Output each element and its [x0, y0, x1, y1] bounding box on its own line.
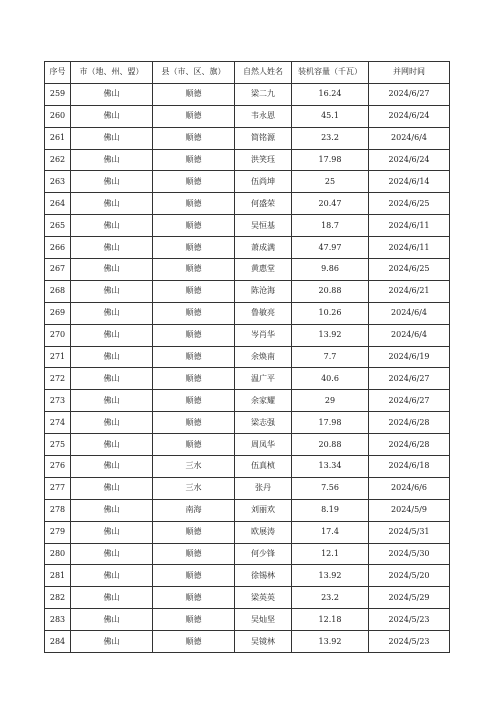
cell-capacity: 7.56: [292, 477, 369, 499]
cell-county: 顺德: [153, 609, 235, 631]
cell-grid-date: 2024/6/27: [369, 368, 450, 390]
cell-person-name: 梁英英: [235, 587, 292, 609]
cell-county: 顺德: [153, 368, 235, 390]
cell-person-name: 岑肖华: [235, 324, 292, 346]
cell-person-name: 韦永恩: [235, 105, 292, 127]
cell-capacity: 40.6: [292, 368, 369, 390]
cell-county: 顺德: [153, 105, 235, 127]
table-row: [45, 346, 450, 368]
cell-grid-date: 2024/6/28: [369, 434, 450, 456]
cell-person-name: 徐锡林: [235, 565, 292, 587]
cell-city: 佛山: [71, 631, 153, 653]
header-city: 市（地、州、盟）: [71, 62, 153, 84]
cell-city: 佛山: [71, 499, 153, 521]
header-seq: 序号: [45, 62, 71, 84]
cell-city: 佛山: [71, 302, 153, 324]
cell-grid-date: 2024/5/9: [369, 499, 450, 521]
cell-seq: 268: [45, 280, 71, 302]
table-row: [45, 171, 450, 193]
table-row: [45, 215, 450, 237]
cell-county: 顺德: [153, 412, 235, 434]
cell-grid-date: 2024/6/14: [369, 171, 450, 193]
cell-seq: 261: [45, 127, 71, 149]
cell-seq: 278: [45, 499, 71, 521]
cell-person-name: 何盛荣: [235, 193, 292, 215]
cell-seq: 265: [45, 215, 71, 237]
cell-seq: 281: [45, 565, 71, 587]
table-row: [45, 368, 450, 390]
cell-grid-date: 2024/6/24: [369, 149, 450, 171]
cell-capacity: 17.98: [292, 149, 369, 171]
cell-person-name: 梁二九: [235, 83, 292, 105]
cell-capacity: 18.7: [292, 215, 369, 237]
cell-person-name: 刘丽欢: [235, 499, 292, 521]
cell-city: 佛山: [71, 259, 153, 281]
cell-grid-date: 2024/6/19: [369, 346, 450, 368]
cell-city: 佛山: [71, 215, 153, 237]
cell-person-name: 梁志强: [235, 412, 292, 434]
header-grid-date: 并网时间: [369, 62, 450, 84]
cell-county: 顺德: [153, 631, 235, 653]
cell-seq: 267: [45, 259, 71, 281]
cell-grid-date: 2024/5/23: [369, 609, 450, 631]
cell-capacity: 16.24: [292, 83, 369, 105]
cell-county: 顺德: [153, 215, 235, 237]
table-row: [45, 456, 450, 478]
cell-grid-date: 2024/5/20: [369, 565, 450, 587]
cell-city: 佛山: [71, 280, 153, 302]
cell-city: 佛山: [71, 434, 153, 456]
cell-seq: 282: [45, 587, 71, 609]
cell-seq: 270: [45, 324, 71, 346]
cell-person-name: 周凤华: [235, 434, 292, 456]
table-row: [45, 324, 450, 346]
cell-person-name: 洪笑珏: [235, 149, 292, 171]
cell-city: 佛山: [71, 565, 153, 587]
cell-capacity: 7.7: [292, 346, 369, 368]
cell-grid-date: 2024/6/24: [369, 105, 450, 127]
table-row: [45, 105, 450, 127]
cell-city: 佛山: [71, 237, 153, 259]
cell-seq: 274: [45, 412, 71, 434]
cell-capacity: 25: [292, 171, 369, 193]
cell-person-name: 温广平: [235, 368, 292, 390]
cell-county: 顺德: [153, 302, 235, 324]
cell-county: 顺德: [153, 149, 235, 171]
cell-seq: 276: [45, 456, 71, 478]
cell-seq: 260: [45, 105, 71, 127]
cell-seq: 283: [45, 609, 71, 631]
cell-grid-date: 2024/6/25: [369, 193, 450, 215]
cell-person-name: 余焕南: [235, 346, 292, 368]
cell-grid-date: 2024/6/27: [369, 390, 450, 412]
cell-seq: 284: [45, 631, 71, 653]
cell-city: 佛山: [71, 412, 153, 434]
cell-county: 顺德: [153, 521, 235, 543]
cell-capacity: 20.88: [292, 280, 369, 302]
cell-capacity: 20.88: [292, 434, 369, 456]
cell-county: 顺德: [153, 127, 235, 149]
cell-seq: 273: [45, 390, 71, 412]
cell-capacity: 20.47: [292, 193, 369, 215]
cell-person-name: 何少锋: [235, 543, 292, 565]
table-row: [45, 412, 450, 434]
table-header-row: [45, 62, 450, 84]
cell-city: 佛山: [71, 324, 153, 346]
cell-capacity: 23.2: [292, 127, 369, 149]
cell-city: 佛山: [71, 543, 153, 565]
cell-city: 佛山: [71, 521, 153, 543]
cell-capacity: 45.1: [292, 105, 369, 127]
cell-grid-date: 2024/6/4: [369, 302, 450, 324]
cell-seq: 271: [45, 346, 71, 368]
cell-seq: 263: [45, 171, 71, 193]
cell-grid-date: 2024/6/27: [369, 83, 450, 105]
cell-grid-date: 2024/5/23: [369, 631, 450, 653]
cell-capacity: 47.97: [292, 237, 369, 259]
cell-capacity: 12.1: [292, 543, 369, 565]
table-row: [45, 521, 450, 543]
cell-city: 佛山: [71, 456, 153, 478]
table-row: [45, 587, 450, 609]
cell-person-name: 陈沧海: [235, 280, 292, 302]
cell-city: 佛山: [71, 171, 153, 193]
cell-seq: 272: [45, 368, 71, 390]
cell-person-name: 伍尚坤: [235, 171, 292, 193]
cell-county: 三水: [153, 456, 235, 478]
cell-grid-date: 2024/5/29: [369, 587, 450, 609]
cell-seq: 269: [45, 302, 71, 324]
table-row: [45, 631, 450, 653]
cell-city: 佛山: [71, 127, 153, 149]
table-row: [45, 193, 450, 215]
table-row: [45, 434, 450, 456]
cell-grid-date: 2024/5/31: [369, 521, 450, 543]
cell-seq: 277: [45, 477, 71, 499]
cell-seq: 262: [45, 149, 71, 171]
cell-grid-date: 2024/6/11: [369, 215, 450, 237]
table-row: [45, 259, 450, 281]
cell-capacity: 17.4: [292, 521, 369, 543]
cell-seq: 266: [45, 237, 71, 259]
cell-city: 佛山: [71, 609, 153, 631]
cell-city: 佛山: [71, 390, 153, 412]
header-county: 县（市、区、旗）: [153, 62, 235, 84]
cell-city: 佛山: [71, 587, 153, 609]
cell-county: 顺德: [153, 587, 235, 609]
table-row: [45, 543, 450, 565]
cell-city: 佛山: [71, 193, 153, 215]
cell-grid-date: 2024/6/25: [369, 259, 450, 281]
table-row: [45, 609, 450, 631]
table-row: [45, 127, 450, 149]
cell-person-name: 吴恒基: [235, 215, 292, 237]
cell-seq: 280: [45, 543, 71, 565]
cell-city: 佛山: [71, 346, 153, 368]
cell-grid-date: 2024/6/6: [369, 477, 450, 499]
cell-city: 佛山: [71, 83, 153, 105]
cell-county: 顺德: [153, 543, 235, 565]
cell-county: 顺德: [153, 390, 235, 412]
cell-county: 顺德: [153, 324, 235, 346]
header-capacity: 装机容量（千瓦）: [292, 62, 369, 84]
cell-capacity: 13.92: [292, 565, 369, 587]
cell-capacity: 17.98: [292, 412, 369, 434]
cell-grid-date: 2024/6/11: [369, 237, 450, 259]
table-row: [45, 477, 450, 499]
cell-capacity: 23.2: [292, 587, 369, 609]
cell-county: 顺德: [153, 259, 235, 281]
cell-city: 佛山: [71, 477, 153, 499]
cell-county: 顺德: [153, 280, 235, 302]
cell-person-name: 吴灿坚: [235, 609, 292, 631]
cell-county: 南海: [153, 499, 235, 521]
table-row: [45, 302, 450, 324]
cell-county: 顺德: [153, 565, 235, 587]
cell-capacity: 13.34: [292, 456, 369, 478]
table-row: [45, 280, 450, 302]
cell-person-name: 吴镜林: [235, 631, 292, 653]
table-row: [45, 499, 450, 521]
cell-city: 佛山: [71, 149, 153, 171]
cell-city: 佛山: [71, 105, 153, 127]
cell-capacity: 13.92: [292, 631, 369, 653]
grid-connection-table: [44, 61, 450, 653]
cell-capacity: 9.86: [292, 259, 369, 281]
cell-seq: 275: [45, 434, 71, 456]
cell-city: 佛山: [71, 368, 153, 390]
cell-county: 顺德: [153, 83, 235, 105]
cell-person-name: 余家耀: [235, 390, 292, 412]
cell-capacity: 12.18: [292, 609, 369, 631]
table-row: [45, 565, 450, 587]
cell-seq: 264: [45, 193, 71, 215]
cell-county: 三水: [153, 477, 235, 499]
cell-person-name: 黄惠堂: [235, 259, 292, 281]
cell-county: 顺德: [153, 237, 235, 259]
cell-grid-date: 2024/6/21: [369, 280, 450, 302]
table-body: [45, 83, 450, 652]
table-row: [45, 83, 450, 105]
cell-capacity: 10.26: [292, 302, 369, 324]
cell-grid-date: 2024/5/30: [369, 543, 450, 565]
cell-county: 顺德: [153, 171, 235, 193]
cell-grid-date: 2024/6/18: [369, 456, 450, 478]
cell-county: 顺德: [153, 193, 235, 215]
cell-seq: 279: [45, 521, 71, 543]
cell-person-name: 鲁敏亮: [235, 302, 292, 324]
cell-capacity: 13.92: [292, 324, 369, 346]
cell-person-name: 伍真桢: [235, 456, 292, 478]
cell-seq: 259: [45, 83, 71, 105]
header-person-name: 自然人姓名: [235, 62, 292, 84]
cell-person-name: 欧展涛: [235, 521, 292, 543]
table-row: [45, 149, 450, 171]
cell-grid-date: 2024/6/28: [369, 412, 450, 434]
cell-person-name: 简铭源: [235, 127, 292, 149]
table-row: [45, 390, 450, 412]
cell-capacity: 29: [292, 390, 369, 412]
cell-capacity: 8.19: [292, 499, 369, 521]
cell-county: 顺德: [153, 346, 235, 368]
cell-person-name: 萧成满: [235, 237, 292, 259]
cell-grid-date: 2024/6/4: [369, 127, 450, 149]
cell-grid-date: 2024/6/4: [369, 324, 450, 346]
cell-county: 顺德: [153, 434, 235, 456]
cell-person-name: 张丹: [235, 477, 292, 499]
table-row: [45, 237, 450, 259]
